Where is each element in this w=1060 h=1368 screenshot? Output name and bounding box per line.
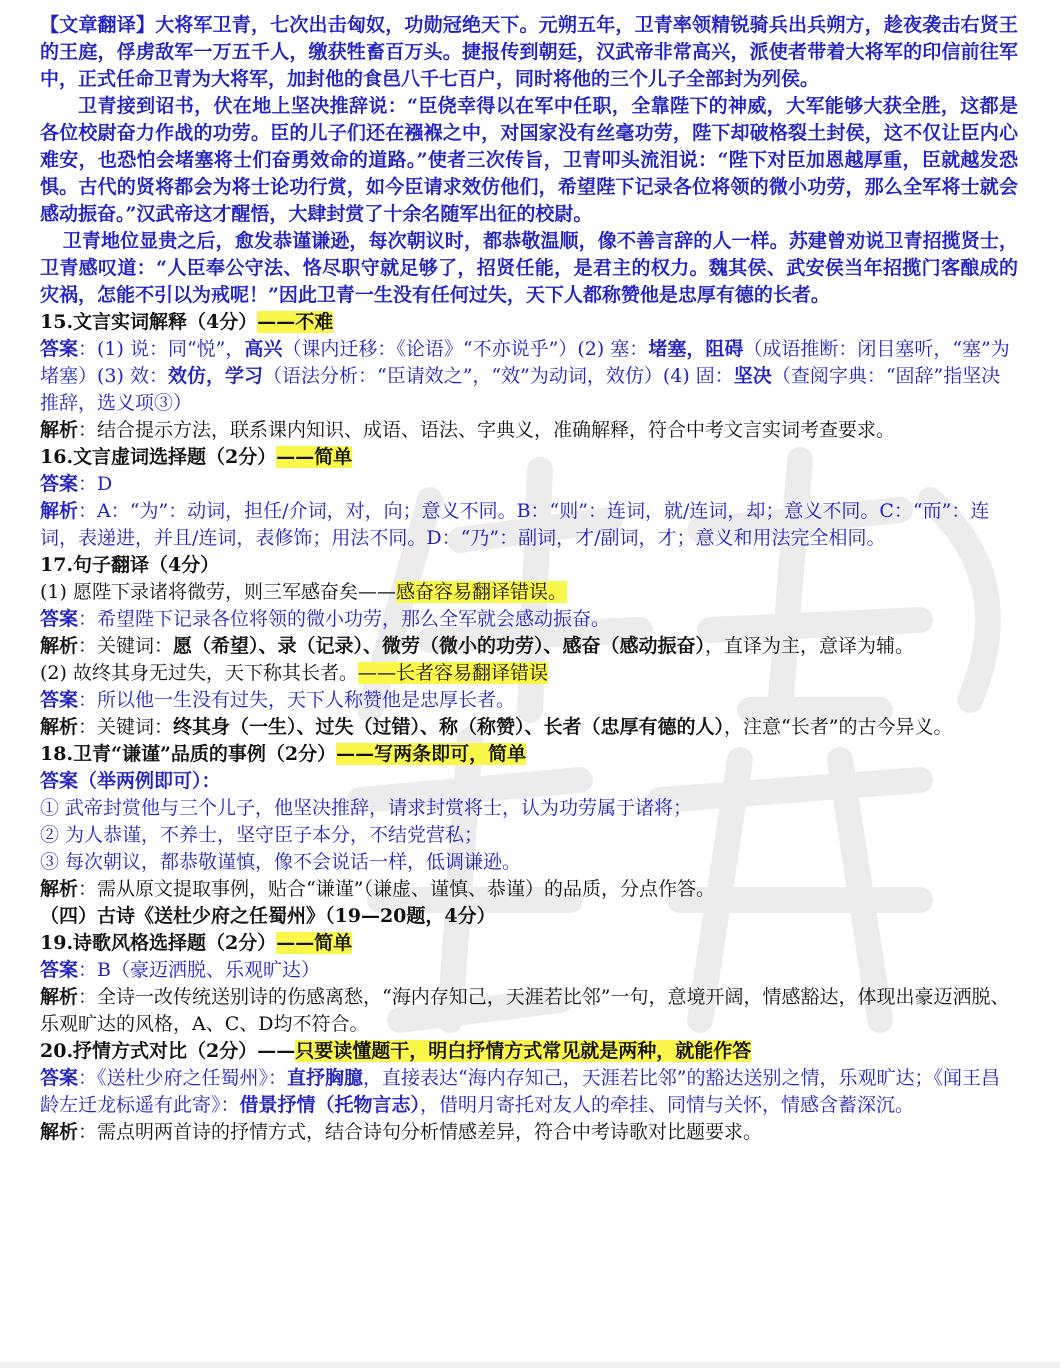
answer-keyword: 高兴 bbox=[244, 338, 283, 360]
q20-answer-body bbox=[40, 1067, 1000, 1116]
q18-analysis-label: 解析 bbox=[40, 878, 79, 900]
q16-analysis-label: 解析 bbox=[40, 500, 79, 522]
q15-answer-body bbox=[40, 338, 1010, 414]
q19-analysis-text: ：全诗一改传统送别诗的伤感离愁，“海内存知己，天涯若比邻”一句，意境开阔，情感豁达，体现出豪迈洒脱、乐观旷达的风格，A、C、D均不符合。 bbox=[40, 986, 1010, 1035]
translation-tag: 【文章翻译】 bbox=[40, 14, 156, 36]
q17-e2-label: 解析 bbox=[40, 716, 79, 738]
answer-text: ，借明月寄托对友人的牵挂、同情与关怀，情感含蓄深沉。 bbox=[420, 1094, 915, 1116]
list-item: ① 武帝封赏他与三个儿子，他坚决推辞，请求封赏将士，认为功劳属于诸将； bbox=[40, 797, 693, 819]
answer-keyword: 借景抒情（托物言志） bbox=[239, 1094, 421, 1116]
q19-heading bbox=[40, 930, 1018, 957]
q18-analysis-text: ：需从原文提取事例，贴合“谦谨”（谦虚、谨慎、恭谨）的品质，分点作答。 bbox=[78, 878, 715, 900]
q17-e1-pre: ：关键词： bbox=[78, 635, 174, 657]
page-bottom-edge bbox=[0, 1362, 1060, 1368]
answer-keyword: 直抒胸臆 bbox=[287, 1067, 364, 1089]
q17-a2-label: 答案 bbox=[40, 689, 79, 711]
q19-answer bbox=[40, 957, 1018, 984]
translation-paragraph-1 bbox=[40, 12, 1018, 93]
answer-keyword: 堵塞，阻碍 bbox=[648, 338, 744, 360]
q20-title: 20.抒情方式对比（2分）—— bbox=[40, 1040, 296, 1062]
q19-title: 19.诗歌风格选择题（2分） bbox=[40, 932, 277, 954]
q15-heading bbox=[40, 309, 1018, 336]
q20-analysis bbox=[40, 1119, 1018, 1146]
q19-note: ——简单 bbox=[276, 932, 353, 954]
q17-s2-note: ——长者容易翻译错误 bbox=[357, 662, 548, 684]
q17-s2-text: (2) 故终其身无过失，天下称其长者。 bbox=[40, 662, 358, 684]
q18-title: 18.卫青“谦谨”品质的事例（2分） bbox=[40, 743, 337, 765]
q16-analysis-text: ：A：“为”：动词，担任/介词，对，向；意义不同。B：“则”：连词，就/连词，却；意义不同。C：“而”：连词，表递进，并且/连词，表修饰；用法不同。D：“乃”：副词，才/副词，才；意义和用法完全相同。 bbox=[40, 500, 990, 549]
q18-answer-label: 答案（举两例即可）： bbox=[40, 770, 221, 792]
list-item: ③ 每次朝议，都恭敬谨慎，像不会说话一样，低调谦逊。 bbox=[40, 851, 522, 873]
q20-answer bbox=[40, 1065, 1018, 1119]
answer-keyword: 坚决 bbox=[733, 365, 772, 387]
q18-note: ——写两条即可，简单 bbox=[336, 743, 527, 765]
q15-answer-label: 答案 bbox=[40, 338, 79, 360]
q17-sentence-1 bbox=[40, 579, 1018, 606]
q17-answer-1 bbox=[40, 606, 1018, 633]
q17-a2-text: ：所以他一生没有过失，天下人称赞他是忠厚长者。 bbox=[78, 689, 516, 711]
q17-e2-post: ，注意“长者”的古今异义。 bbox=[724, 716, 953, 738]
q16-answer-label: 答案 bbox=[40, 473, 79, 495]
q18-answer bbox=[40, 768, 1018, 795]
q16-answer bbox=[40, 471, 1018, 498]
q17-s1-text: (1) 愿陛下录诸将微劳，则三军感奋矣—— bbox=[40, 581, 396, 603]
q17-a1-text: ：希望陛下记录各位将领的微小功劳，那么全军就会感动振奋。 bbox=[78, 608, 611, 630]
answer-text: （课内迁移：《论语》“不亦说乎”）(2) 塞： bbox=[282, 338, 649, 360]
answer-text: ，直接表达“海内存知己，天涯若比邻”的豁达送别之情，乐观旷达；《闻王昌龄左迁龙标遥有此寄》： bbox=[40, 1067, 1000, 1116]
q18-heading bbox=[40, 741, 1018, 768]
q16-note: ——简单 bbox=[276, 446, 353, 468]
translation-paragraph-3: 卫青地位显贵之后，愈发恭谨谦逊，每次朝议时，都恭敬温顺，像不善言辞的人一样。苏建曾劝说卫青招揽贤士，卫青感叹道：“人臣奉公守法、恪尽职守就足够了，招贤任能，是君主的权力。魏其侯、武安侯当年招揽门客酿成的灾祸，怎能不引以为戒呢！”因此卫青一生没有任何过失，天下人都称赞他是忠厚有德的长者。 bbox=[40, 230, 1018, 306]
q20-analysis-text: ：需点明两首诗的抒情方式，结合诗句分析情感差异，符合中考诗歌对比题要求。 bbox=[78, 1121, 763, 1143]
q17-e1-label: 解析 bbox=[40, 635, 79, 657]
answer-text: （语法分析：“臣请效之”，“效”为动词，效仿）(4) 固： bbox=[262, 365, 734, 387]
answer-text: （成语推断：闭目塞听，“塞”为堵塞）(3) 效： bbox=[40, 338, 1010, 387]
q18-analysis bbox=[40, 876, 1018, 903]
q15-note: ——不难 bbox=[257, 311, 334, 333]
list-item: ② 为人恭谨，不养士，坚守臣子本分，不结党营私； bbox=[40, 824, 484, 846]
q17-sentence-2 bbox=[40, 660, 1018, 687]
q17-analysis-1 bbox=[40, 633, 1018, 660]
q20-analysis-label: 解析 bbox=[40, 1121, 79, 1143]
q17-e1-keys: 愿（希望）、录（记录）、微劳（微小的功劳）、感奋（感动振奋） bbox=[173, 635, 706, 657]
q17-a1-label: 答案 bbox=[40, 608, 79, 630]
q16-answer-text: ：D bbox=[78, 473, 113, 495]
q15-answer bbox=[40, 336, 1018, 417]
q17-analysis-2 bbox=[40, 714, 1018, 741]
answer-text: ：《送杜少府之任蜀州》： bbox=[78, 1067, 288, 1089]
q17-title: 17.句子翻译（4分） bbox=[40, 554, 220, 576]
article-content bbox=[40, 12, 1018, 1146]
q20-note: 只要读懂题干，明白抒情方式常见就是两种，就能作答 bbox=[295, 1040, 752, 1062]
q16-title: 16.文言虚词选择题（2分） bbox=[40, 446, 277, 468]
q15-analysis bbox=[40, 417, 1018, 444]
q15-analysis-text: ：结合提示方法，联系课内知识、成语、语法、字典义，准确解释，符合中考文言实词考查要求。 bbox=[78, 419, 896, 441]
answer-text: （查阅字典：“固辞”指坚决推辞，选义项③） bbox=[40, 365, 1001, 414]
answer-text: ：(1) 说：同“悦”， bbox=[78, 338, 245, 360]
translation-paragraph-2: 卫青接到诏书，伏在地上坚决推辞说：“臣侥幸得以在军中任职，全靠陛下的神威，大军能够大获全胜，这都是各位校尉奋力作战的功劳。臣的儿子们还在襁褓之中，对国家没有丝毫功劳，陛下却破格裂土封侯，这不仅让臣内心难安，也恐怕会堵塞将士们奋勇效命的道路。”使者三次传旨，卫青叩头流泪说：“陛下对臣加恩越厚重，臣就越发恐惧。古代的贤将都会为将士论功行赏，如今臣请求效仿他们，希望陛下记录各位将领的微小功劳，那么全军将士就会感动振奋。”汉武帝这才醒悟，大肆封赏了十余名随军出征的校尉。 bbox=[40, 95, 1018, 225]
q20-heading bbox=[40, 1038, 1018, 1065]
q16-heading bbox=[40, 444, 1018, 471]
q17-answer-2 bbox=[40, 687, 1018, 714]
q15-analysis-label: 解析 bbox=[40, 419, 79, 441]
q16-analysis bbox=[40, 498, 1018, 552]
q20-answer-label: 答案 bbox=[40, 1067, 79, 1089]
q17-s1-note: 感奋容易翻译错误。 bbox=[395, 581, 567, 603]
answer-keyword: 效仿，学习 bbox=[167, 365, 263, 387]
q19-analysis bbox=[40, 984, 1018, 1038]
q17-heading bbox=[40, 552, 1018, 579]
section-4-title: （四）古诗《送杜少府之任蜀州》（19—20题，4分） bbox=[40, 905, 496, 927]
translation-text-1: 大将军卫青，七次出击匈奴，功勋冠绝天下。元朔五年，卫青率领精锐骑兵出兵朔方，趁夜袭击右贤王的王庭，俘虏敌军一万五千人，缴获牲畜百万头。捷报传到朝廷，汉武帝非常高兴，派使者带着大将军的印信前往军中，正式任命卫青为大将军，加封他的食邑八千七百户，同时将他的三个儿子全部封为列侯。 bbox=[40, 14, 1018, 90]
q17-e2-pre: ：关键词： bbox=[78, 716, 174, 738]
q19-analysis-label: 解析 bbox=[40, 986, 79, 1008]
q19-answer-text: ：B（豪迈洒脱、乐观旷达） bbox=[78, 959, 320, 981]
q17-e2-keys: 终其身（一生）、过失（过错）、称（称赞）、长者（忠厚有德的人） bbox=[173, 716, 725, 738]
q17-e1-post: ，直译为主，意译为辅。 bbox=[705, 635, 915, 657]
q19-answer-label: 答案 bbox=[40, 959, 79, 981]
q15-title: 15.文言实词解释（4分） bbox=[40, 311, 258, 333]
